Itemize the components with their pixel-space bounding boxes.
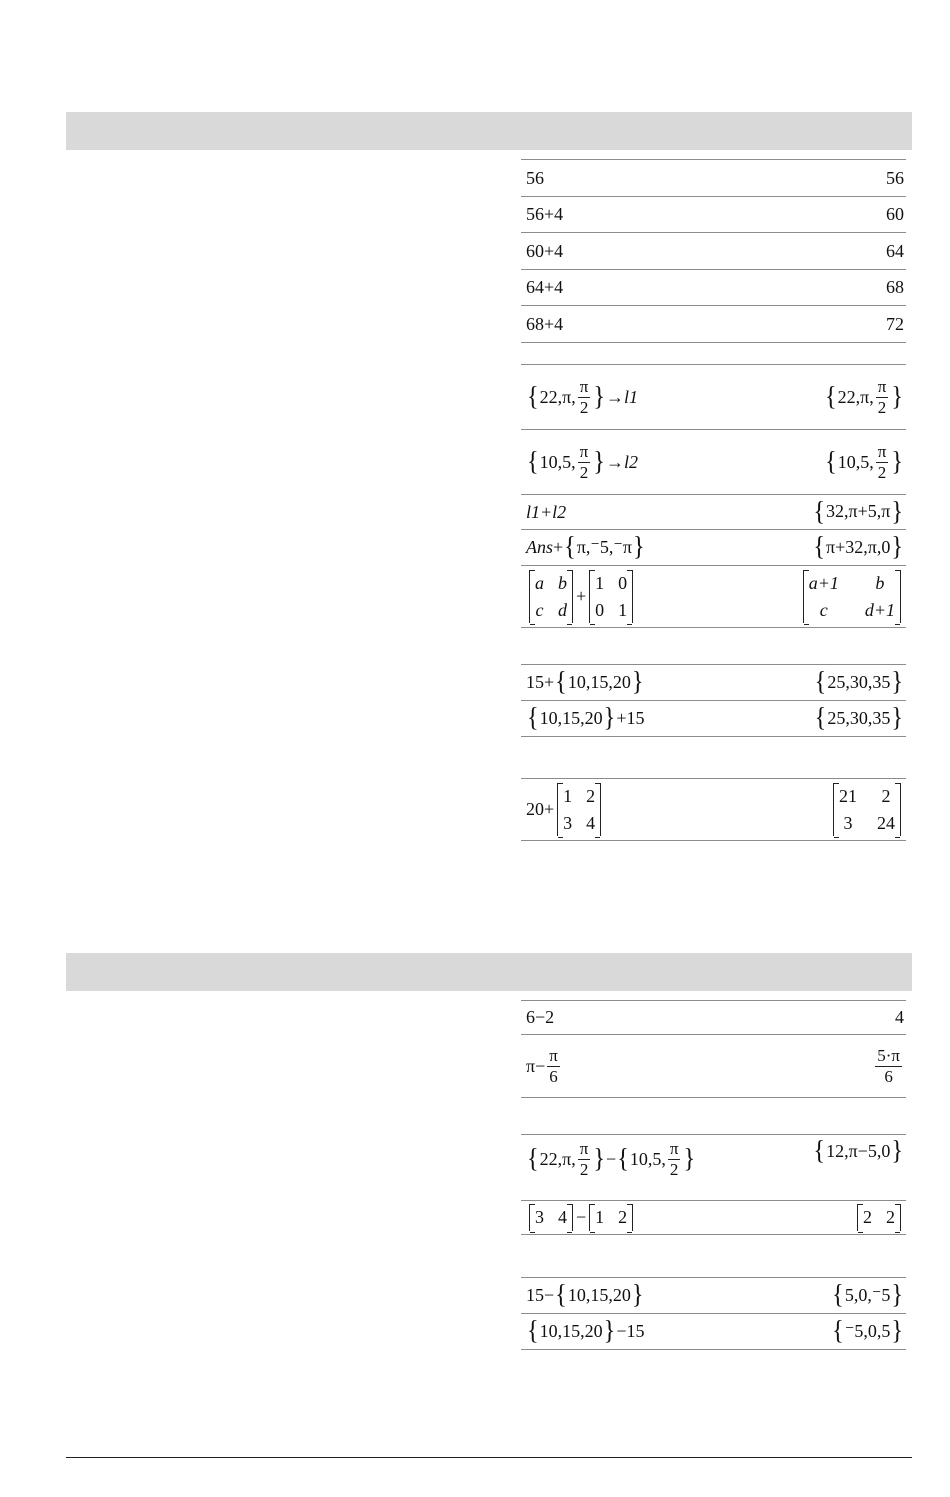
right-brace: } <box>891 1134 903 1166</box>
output-value <box>873 1046 904 1086</box>
matrix-cell: a+1 <box>808 573 839 593</box>
fraction <box>876 377 889 417</box>
input-expression <box>526 666 645 698</box>
matrix-cell: 3 <box>535 1207 544 1228</box>
matrix-cell: 2 <box>881 786 891 806</box>
input-expression: 64+4 <box>526 277 564 297</box>
left-brace: { <box>527 380 539 412</box>
input-expression <box>526 702 645 734</box>
output-value <box>812 1134 904 1166</box>
right-brace: } <box>891 445 903 477</box>
table-row <box>521 530 906 566</box>
fraction-numerator: π <box>877 376 887 396</box>
addition-examples-table-3 <box>521 664 906 737</box>
matrix-cell: 3 <box>843 812 853 833</box>
table-row <box>521 566 906 628</box>
fraction-numerator: π <box>579 376 589 396</box>
output-value <box>824 377 904 417</box>
fraction <box>578 1139 591 1179</box>
left-brace: { <box>555 666 567 698</box>
subtraction-examples-table-1 <box>521 1000 906 1098</box>
right-brace: } <box>631 666 644 698</box>
right-brace: } <box>891 531 903 563</box>
right-brace: } <box>593 445 605 477</box>
table-row <box>521 270 906 306</box>
table-row <box>521 197 906 233</box>
left-brace: { <box>814 666 827 698</box>
output-value: 72 <box>886 313 904 334</box>
matrix-cell: 1 <box>618 599 628 620</box>
output-value <box>814 666 904 698</box>
list-items: 12,π−5,0 <box>826 1140 891 1161</box>
list-items: 10,15,20 <box>539 707 603 728</box>
right-brace: } <box>603 702 616 734</box>
fraction-numerator: 5·π <box>877 1045 900 1065</box>
fraction-denominator: 2 <box>579 397 589 417</box>
left-brace: { <box>555 1279 567 1311</box>
matrix-cell: c <box>535 599 544 620</box>
fraction-denominator: 6 <box>549 1066 558 1086</box>
fraction <box>876 442 889 482</box>
fraction-numerator: π <box>669 1139 679 1158</box>
input-expression <box>526 1315 645 1347</box>
output-value: 64 <box>886 240 904 261</box>
left-brace: { <box>527 1315 539 1347</box>
list-items: 25,30,35 <box>827 707 891 728</box>
list-items: 25,30,35 <box>827 671 891 692</box>
matrix-cell: 24 <box>877 812 895 833</box>
left-brace: { <box>527 1142 539 1174</box>
footer-rule <box>66 1457 912 1458</box>
fraction <box>875 1046 902 1086</box>
list-items: 5,0,⁻5 <box>844 1284 891 1305</box>
matrix-cell: c <box>819 599 828 620</box>
fraction-denominator: 2 <box>579 462 589 482</box>
input-expression: 60+4 <box>526 240 564 261</box>
row-vector <box>529 1204 573 1231</box>
matrix <box>529 570 573 623</box>
list-items: π,⁻5,⁻π <box>576 536 633 557</box>
fraction <box>547 1046 560 1086</box>
list-items: 22,π, <box>837 386 874 407</box>
table-row <box>521 365 906 430</box>
output-value <box>854 1204 904 1231</box>
input-expression <box>526 442 638 482</box>
output-value <box>831 1279 904 1311</box>
right-brace: } <box>891 495 903 527</box>
fraction-numerator: π <box>549 1045 558 1065</box>
table-row <box>521 1135 906 1201</box>
output-value <box>831 1315 904 1347</box>
table-row <box>521 1278 906 1314</box>
right-brace: } <box>633 531 645 563</box>
left-brace: { <box>814 702 827 734</box>
matrix-cell: d+1 <box>864 599 895 620</box>
right-brace: } <box>683 1142 696 1174</box>
left-brace: { <box>617 1142 629 1174</box>
row-vector <box>857 1204 901 1231</box>
fraction-denominator: 2 <box>669 1159 679 1179</box>
matrix-cell: 2 <box>586 786 596 806</box>
table-row <box>521 665 906 701</box>
fraction-numerator: π <box>579 441 589 461</box>
output-value: 4 <box>895 1007 904 1027</box>
right-brace: } <box>631 1279 644 1311</box>
table-row <box>521 1035 906 1098</box>
table-row <box>521 779 906 841</box>
addition-examples-table-4 <box>521 778 906 841</box>
matrix-cell: 4 <box>558 1207 567 1228</box>
fraction-denominator: 2 <box>877 397 887 417</box>
input-expression: 68+4 <box>526 313 564 334</box>
input-expression <box>526 783 604 836</box>
list-items: 10,5, <box>539 451 576 472</box>
matrix-cell: b <box>875 573 885 593</box>
input-prefix: 20+ <box>526 799 555 819</box>
input-expression <box>526 1046 562 1086</box>
table-row <box>521 1201 906 1235</box>
matrix-cell: 1 <box>595 573 605 593</box>
matrix-cell: 2 <box>618 1207 628 1228</box>
matrix-cell: b <box>558 573 567 593</box>
subtraction-examples-table-2 <box>521 1134 906 1235</box>
input-expression: a b c d + 1 0 0 1 <box>526 570 636 623</box>
table-row <box>521 160 906 197</box>
right-brace: } <box>593 380 606 412</box>
list-items: 10,15,20 <box>567 671 631 692</box>
fraction <box>668 1139 681 1179</box>
list-items: ⁻5,0,5 <box>844 1320 891 1341</box>
table-row <box>521 495 906 530</box>
left-brace: { <box>813 531 825 563</box>
list-items: π+32,π,0 <box>826 536 891 557</box>
right-brace: } <box>593 1142 606 1174</box>
matrix-cell: a <box>535 573 544 593</box>
matrix-cell: 1 <box>563 786 573 806</box>
matrix-cell: 3 <box>563 812 573 833</box>
minus-operator: − <box>606 1148 617 1169</box>
left-brace: { <box>527 445 539 477</box>
left-brace: { <box>527 702 539 734</box>
matrix-cell: d <box>558 599 567 620</box>
left-brace: { <box>825 445 837 477</box>
list-items: 10,5, <box>629 1148 666 1169</box>
fraction-denominator: 2 <box>877 462 887 482</box>
table-row <box>521 233 906 270</box>
matrix-cell: 1 <box>595 1207 605 1228</box>
row-vector <box>589 1204 633 1231</box>
input-prefix: π− <box>526 1055 546 1076</box>
addition-examples-table-1 <box>521 159 906 343</box>
input-expression: 56+4 <box>526 204 564 224</box>
matrix-cell: 0 <box>618 573 628 593</box>
ans-variable: Ans <box>526 536 553 557</box>
variable-name: l2 <box>623 451 638 472</box>
list-items: 22,π, <box>539 1148 576 1169</box>
fraction <box>578 377 591 417</box>
left-brace: { <box>564 531 576 563</box>
input-expression <box>526 1279 645 1311</box>
right-brace: } <box>891 702 903 734</box>
right-brace: } <box>891 380 903 412</box>
table-row <box>521 1001 906 1035</box>
subtraction-section-header <box>66 953 912 991</box>
input-suffix: −15 <box>616 1320 645 1341</box>
input-expression: 3 4 − 1 2 <box>526 1204 636 1231</box>
input-prefix: 15+ <box>526 671 555 692</box>
matrix <box>557 783 601 836</box>
matrix <box>589 570 633 623</box>
store-arrow: → <box>606 386 625 407</box>
addition-section-header <box>66 112 912 150</box>
left-brace: { <box>832 1315 844 1347</box>
variable-name: l1 <box>624 386 639 407</box>
input-expression: 56 <box>526 167 544 188</box>
output-value: 68 <box>886 277 904 297</box>
table-row <box>521 701 906 737</box>
output-value <box>800 570 904 623</box>
right-brace: } <box>891 1279 903 1311</box>
matrix-cell: 2 <box>886 1207 895 1228</box>
input-prefix: 15− <box>526 1284 555 1305</box>
left-brace: { <box>813 495 825 527</box>
output-value <box>814 702 904 734</box>
table-row <box>521 1314 906 1350</box>
table-row <box>521 306 906 343</box>
output-value <box>824 442 904 482</box>
right-brace: } <box>603 1315 616 1347</box>
store-arrow: → <box>605 451 624 472</box>
right-brace: } <box>891 666 903 698</box>
input-expression <box>526 377 638 417</box>
right-brace: } <box>891 1315 903 1347</box>
input-suffix: +15 <box>616 707 645 728</box>
output-value: 56 <box>886 167 904 188</box>
list-items: 10,15,20 <box>539 1320 603 1341</box>
left-brace: { <box>813 1134 826 1166</box>
fraction-numerator: π <box>579 1139 589 1158</box>
input-expression: 6−2 <box>526 1007 555 1027</box>
addition-examples-table-2 <box>521 364 906 628</box>
matrix-cell: 21 <box>839 786 857 806</box>
list-items: 22,π, <box>539 386 576 407</box>
left-brace: { <box>824 380 837 412</box>
input-expression: Ans + { π,⁻5,⁻π } <box>526 531 645 563</box>
output-value <box>830 783 904 836</box>
list-items: 10,5, <box>837 451 874 472</box>
list-items: 10,15,20 <box>567 1284 631 1305</box>
matrix <box>833 783 901 836</box>
matrix-cell: 4 <box>586 812 596 833</box>
input-expression <box>526 1139 696 1179</box>
fraction-denominator: 6 <box>884 1066 893 1086</box>
output-value <box>812 495 904 527</box>
list-items: 32,π+5,π <box>826 501 891 522</box>
table-row <box>521 430 906 495</box>
matrix-cell: 2 <box>863 1207 872 1228</box>
fraction-numerator: π <box>877 441 887 461</box>
subtraction-examples-table-3 <box>521 1277 906 1350</box>
matrix-cell: 0 <box>595 599 605 620</box>
left-brace: { <box>832 1279 844 1311</box>
matrix <box>803 570 901 623</box>
input-expression: l1+l2 <box>526 501 567 522</box>
output-value: 60 <box>886 204 904 224</box>
fraction <box>578 442 591 482</box>
fraction-denominator: 2 <box>579 1159 589 1179</box>
output-value <box>812 531 904 563</box>
